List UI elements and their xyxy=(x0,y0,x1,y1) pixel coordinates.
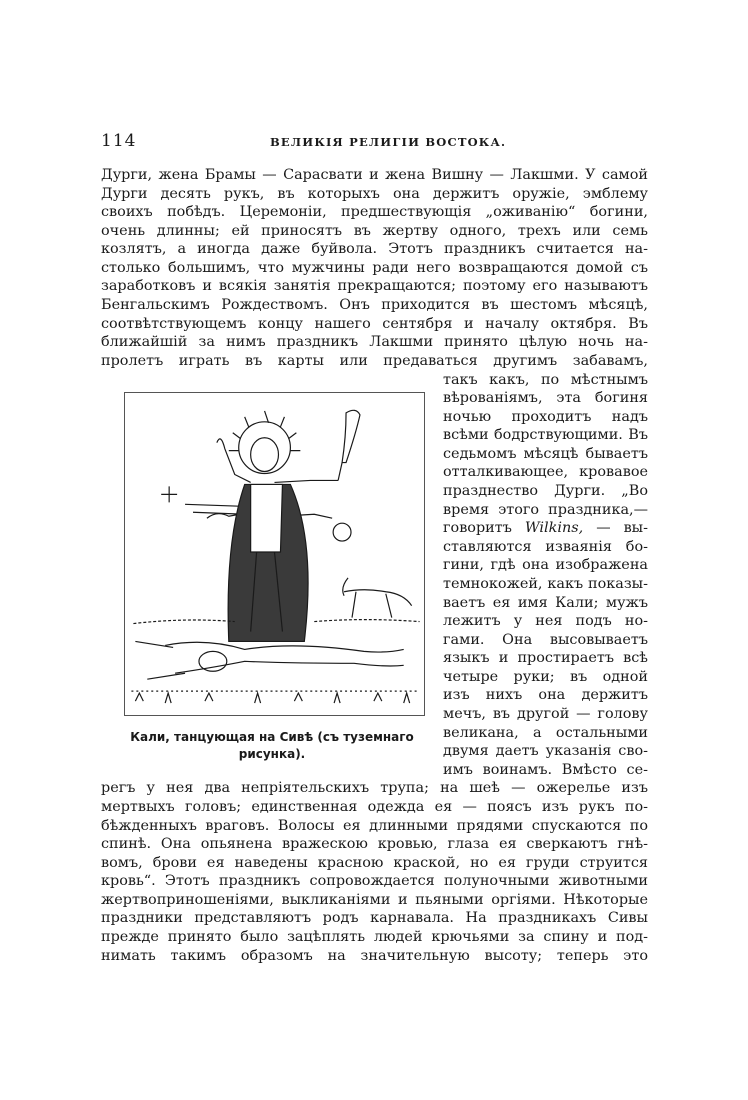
cross-mark-icon xyxy=(161,486,177,502)
shiva-figure xyxy=(135,641,403,679)
text-line: ваетъ ея имя Кали; мужъ xyxy=(443,595,648,611)
text-line: прежде принято было зацѣплять людей крючьями за спину и под- xyxy=(101,929,648,945)
text-line: имъ воинамъ. Вмѣсто се- xyxy=(443,762,648,778)
text-line: такъ какъ, по мѣстнымъ xyxy=(443,372,648,388)
grass xyxy=(135,693,409,703)
text-line: кровь“. Этотъ праздникъ сопровождается полуночными животными xyxy=(101,873,648,889)
text-line: лежитъ у нея подъ но- xyxy=(443,613,648,629)
text-line: бѣжденныхъ враговъ. Волосы ея длинными прядями спускаются по xyxy=(101,818,648,834)
text-line: четыре руки; въ одной xyxy=(443,669,648,685)
text-line: седьмомъ мѣсяцѣ бываетъ xyxy=(443,446,648,462)
text-line: козлятъ, а иногда даже буйвола. Этотъ праздникъ считается на- xyxy=(101,241,648,257)
text-line: языкъ и простираетъ всѣ xyxy=(443,650,648,666)
text-line: вѣрованіямъ, эта богиня xyxy=(443,390,648,406)
text-fragment: — вы- xyxy=(596,520,648,536)
text-line: нимать такимъ образомъ на значительную высоту; теперь это xyxy=(101,948,648,964)
text-line: великана, а остальными xyxy=(443,725,648,741)
figure-kali xyxy=(124,392,425,716)
text-line: Бенгальскимъ Рождествомъ. Онъ приходится въ шестомъ мѣсяцѣ, xyxy=(101,297,648,313)
text-line: всѣми бодрствующими. Въ xyxy=(443,427,648,443)
text-line: Дурги, жена Брамы — Сарасвати и жена Вишну — Лакшми. У самой xyxy=(101,167,648,183)
text-line: гини, гдѣ она изображена xyxy=(443,557,648,573)
text-line: двумя даетъ указанія сво- xyxy=(443,743,648,759)
text-line: ночью проходитъ надъ xyxy=(443,409,648,425)
text-line-wilkins xyxy=(443,519,648,537)
text-line: спинѣ. Она опьянена вражескою кровью, глаза ея сверкаютъ гнѣ- xyxy=(101,836,648,852)
jackal-figure xyxy=(343,578,412,618)
text-line: темнокожей, какъ показы- xyxy=(443,576,648,592)
author-name: Wilkins, xyxy=(524,520,584,536)
text-line: ближайшій за нимъ праздникъ Лакшми принято цѣлую ночь на- xyxy=(101,334,648,350)
text-line: мечъ, въ другой — голову xyxy=(443,706,648,722)
kali-head xyxy=(251,438,279,472)
text-line: отталкивающее, кровавое xyxy=(443,464,648,480)
text-line: соотвѣтствующемъ концу нашего сентября и началу октября. Въ xyxy=(101,316,648,332)
text-line: изъ нихъ она держитъ xyxy=(443,687,648,703)
severed-head xyxy=(333,523,351,541)
text-line: очень длинны; ей приносятъ въ жертву одного, трехъ или семь xyxy=(101,223,648,239)
text-line: вомъ, брови ея наведены красною краской, но ея груди струится xyxy=(101,855,648,871)
text-line: ставляются изваянія бо- xyxy=(443,539,648,555)
running-head: ВЕЛИКІЯ РЕЛИГІИ ВОСТОКА. xyxy=(270,135,507,149)
text-line: регъ у нея два непріятельскихъ трупа; на шеѣ — ожерелье изъ xyxy=(101,780,648,796)
text-line: празднество Дурги. „Во xyxy=(443,483,648,499)
caption-line: Кали, танцующая на Сивѣ (съ туземнаго xyxy=(130,730,414,744)
text-line: столько большимъ, что мужчины ради него возвращаются домой съ xyxy=(101,260,648,276)
text-line: праздники представляютъ родъ карнавала. На праздникахъ Сивы xyxy=(101,910,648,926)
page-number: 114 xyxy=(101,131,137,151)
text-line: мертвыхъ головъ; единственная одежда ея — поясъ изъ рукъ по- xyxy=(101,799,648,815)
caption-line: рисунка). xyxy=(238,747,306,761)
text-line: пролетъ играть въ карты или предаваться другимъ забавамъ, xyxy=(101,353,648,369)
text-line: время этого праздника,— xyxy=(443,502,648,518)
text-line: своихъ побѣдъ. Церемоніи, предшествующія „оживанію“ богини, xyxy=(101,204,648,220)
text-line: Дурги десять рукъ, въ которыхъ она держитъ оружіе, эмблему xyxy=(101,186,648,202)
kali-illustration xyxy=(125,393,424,715)
halo-icon xyxy=(229,411,301,474)
text-line: заработковъ и всякія занятія прекращаются; поэтому его называютъ xyxy=(101,278,648,294)
text-line: гами. Она высовываетъ xyxy=(443,632,648,648)
sword-icon xyxy=(338,410,360,480)
text-line: жертвоприношеніями, выкликаніями и пьяными оргіями. Нѣкоторые xyxy=(101,892,648,908)
text-fragment: говоритъ xyxy=(443,520,512,536)
